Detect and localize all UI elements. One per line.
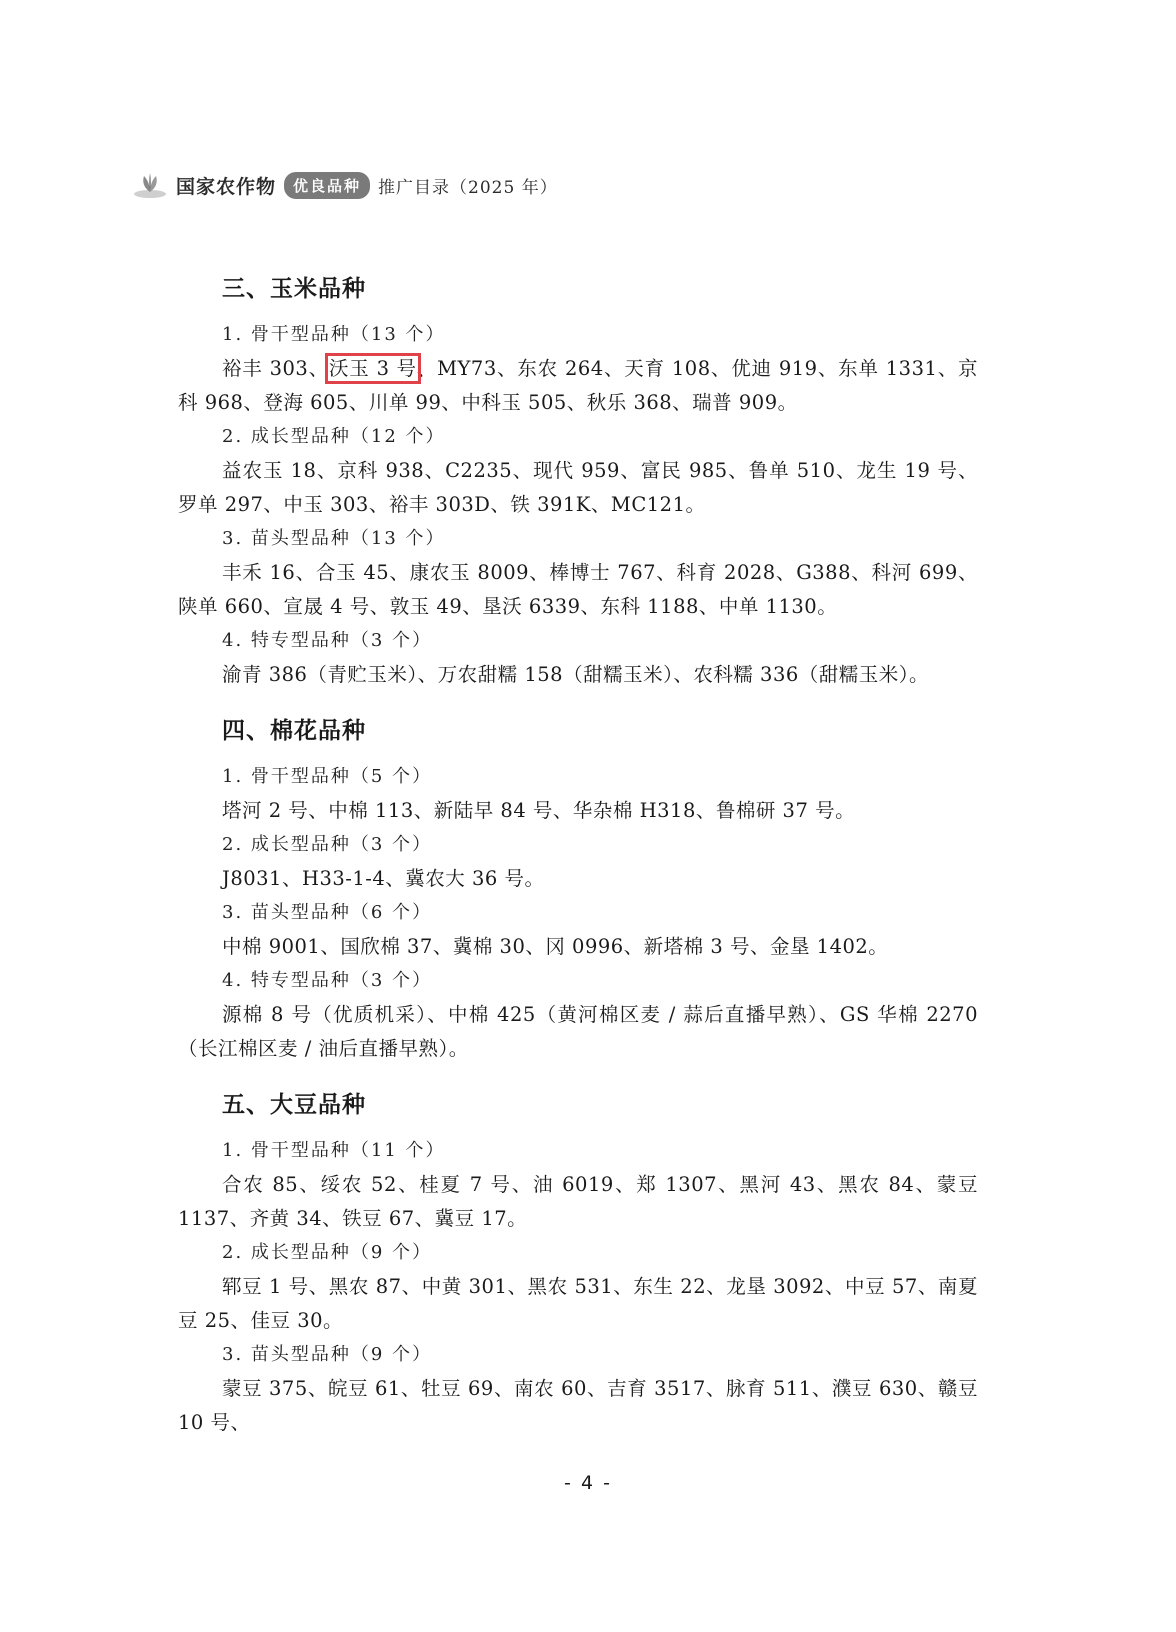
variety-text: 裕丰 303、 — [222, 357, 329, 380]
document-body — [178, 270, 978, 1460]
variety-list: 丰禾 16、合玉 45、康农玉 8009、棒博士 767、科育 2028、G388、科河 699、陕单 660、宣晟 4 号、敦玉 49、垦沃 6339、东科 1188、中单 1130。 — [178, 561, 978, 618]
category-label: 3. 苗头型品种（6 个） — [222, 902, 433, 923]
section-title: 三、玉米品种 — [222, 276, 366, 302]
header-title: 国家农作物 — [176, 175, 277, 198]
section-cotton — [178, 712, 978, 1066]
section-soybean — [178, 1086, 978, 1440]
category-label: 1. 骨干型品种（11 个） — [222, 1140, 446, 1161]
page-number: - 4 - — [564, 1472, 612, 1494]
header-badge: 优良品种 — [284, 172, 370, 199]
variety-list — [178, 352, 978, 420]
variety-list: J8031、H33-1-4、冀农大 36 号。 — [222, 867, 545, 890]
running-header — [132, 168, 558, 202]
highlighted-variety: 沃玉 3 号 — [328, 357, 417, 380]
category-label: 4. 特专型品种（3 个） — [222, 630, 433, 651]
section-corn — [178, 270, 978, 692]
category-label: 3. 苗头型品种（13 个） — [222, 528, 446, 549]
variety-text: 、MY73、东农 264、天育 108、优迪 919、东单 1331、京科 968、登海 605、川单 99、中科玉 505、秋乐 368、瑞普 909。 — [178, 357, 979, 414]
section-title: 四、棉花品种 — [222, 718, 366, 744]
category-label: 2. 成长型品种（12 个） — [222, 426, 446, 447]
category-label: 2. 成长型品种（3 个） — [222, 834, 433, 855]
plant-logo-icon — [132, 170, 168, 200]
category-label: 1. 骨干型品种（5 个） — [222, 766, 433, 787]
variety-list: 益农玉 18、京科 938、C2235、现代 959、富民 985、鲁单 510、龙生 19 号、罗单 297、中玉 303、裕丰 303D、铁 391K、MC121。 — [178, 459, 978, 516]
variety-list: 合农 85、绥农 52、桂夏 7 号、油 6019、郑 1307、黑河 43、黑农 84、蒙豆 1137、齐黄 34、铁豆 67、冀豆 17。 — [178, 1173, 978, 1230]
category-label: 1. 骨干型品种（13 个） — [222, 324, 446, 345]
category-label: 4. 特专型品种（3 个） — [222, 970, 433, 991]
category-label: 2. 成长型品种（9 个） — [222, 1242, 433, 1263]
section-title: 五、大豆品种 — [222, 1092, 366, 1118]
variety-list: 塔河 2 号、中棉 113、新陆早 84 号、华杂棉 H318、鲁棉研 37 号。 — [222, 799, 856, 822]
category-label: 3. 苗头型品种（9 个） — [222, 1344, 433, 1365]
variety-list: 郓豆 1 号、黑农 87、中黄 301、黑农 531、东生 22、龙垦 3092、中豆 57、南夏豆 25、佳豆 30。 — [178, 1275, 978, 1332]
variety-list: 中棉 9001、国欣棉 37、冀棉 30、冈 0996、新塔棉 3 号、金垦 1402。 — [222, 935, 889, 958]
variety-list: 渝青 386（青贮玉米）、万农甜糯 158（甜糯玉米）、农科糯 336（甜糯玉米）。 — [222, 663, 930, 686]
header-subtitle: 推广目录（2025 年） — [378, 177, 558, 198]
variety-list: 源棉 8 号（优质机采）、中棉 425（黄河棉区麦 / 蒜后直播早熟）、GS 华棉 2270（长江棉区麦 / 油后直播早熟）。 — [178, 1003, 978, 1060]
variety-list: 蒙豆 375、皖豆 61、牡豆 69、南农 60、吉育 3517、脉育 511、濮豆 630、赣豆 10 号、 — [178, 1377, 978, 1434]
